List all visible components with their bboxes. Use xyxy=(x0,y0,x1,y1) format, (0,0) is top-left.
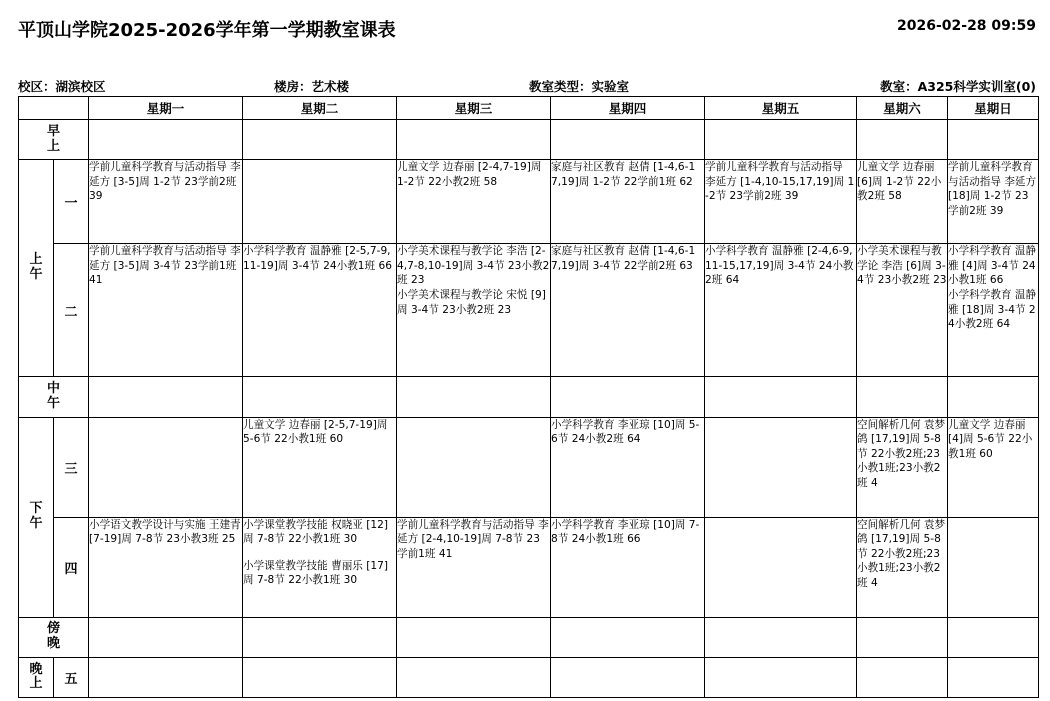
cell-s2-tue xyxy=(243,244,397,377)
cell-noon-tue xyxy=(243,377,397,417)
course-entry: 学前儿童科学教育与活动指导 李延方 [1-4,10-15,17,19]周 1-2节 23学前2班 39 xyxy=(705,161,855,203)
course-entry: 儿童文学 边春丽 [2-5,7-19]周 5-6节 22小教1班 60 xyxy=(243,418,388,446)
row-section-2 xyxy=(19,244,1039,377)
period-morning: 上午 xyxy=(19,160,54,377)
course-entry: 学前儿童科学教育与活动指导 李延方 [2-4,10-19]周 7-8节 23学前1班 41 xyxy=(397,518,549,560)
header-row xyxy=(19,97,1039,120)
course-entry: 学前儿童科学教育与活动指导 李延方 [3-5]周 3-4节 23学前1班 41 xyxy=(89,245,241,287)
course-entry: 小学美术课程与教学论 李浩 [2-4,7-8,10-19]周 3-4节 23小教2班 23 xyxy=(397,245,550,287)
cell-s2-sat xyxy=(857,244,948,377)
day-header-sun: 星期日 xyxy=(948,97,1039,120)
corner-cell xyxy=(19,97,89,120)
cell-s1-thu xyxy=(551,160,705,244)
section-1: 一 xyxy=(54,160,89,244)
cell-dusk-fri xyxy=(705,617,857,657)
cell-s4-fri xyxy=(705,517,857,617)
page-title: 平顶山学院2025-2026学年第一学期教室课表 xyxy=(18,20,396,41)
cell-early-mon xyxy=(89,120,243,160)
cell-dusk-wed xyxy=(397,617,551,657)
cell-s1-tue xyxy=(243,160,397,244)
day-header-thu: 星期四 xyxy=(551,97,705,120)
cell-s4-sat xyxy=(857,517,948,617)
course-entry: 小学语文教学设计与实施 王建青 [7-19]周 7-8节 23小教3班 25 xyxy=(89,518,241,546)
cell-noon-wed xyxy=(397,377,551,417)
period-dusk: 傍晚 xyxy=(19,617,89,657)
course-entry: 家庭与社区教育 赵倩 [1-4,6-17,19]周 3-4节 22学前2班 63 xyxy=(551,245,696,272)
course-entry: 小学科学教育 温静雅 [4]周 3-4节 24小教1班 66 xyxy=(948,245,1037,287)
cell-s4-thu xyxy=(551,517,705,617)
cell-dusk-sun xyxy=(948,617,1039,657)
cell-s4-mon xyxy=(89,517,243,617)
section-3: 三 xyxy=(54,417,89,517)
cell-early-sat xyxy=(857,120,948,160)
section-4: 四 xyxy=(54,517,89,617)
course-entry: 小学课堂教学技能 曹丽乐 [17]周 7-8节 22小教1班 30 xyxy=(243,559,389,587)
cell-s3-mon xyxy=(89,417,243,517)
cell-s5-mon xyxy=(89,657,243,697)
course-entry: 儿童文学 边春丽 [4]周 5-6节 22小教1班 60 xyxy=(948,418,1033,460)
cell-s5-sun xyxy=(948,657,1039,697)
cell-s2-sun xyxy=(948,244,1039,377)
campus-label: 校区：湖滨校区 xyxy=(18,79,106,94)
timetable xyxy=(18,96,1039,698)
course-entry: 儿童文学 边春丽 [2-4,7-19]周 1-2节 22小教2班 58 xyxy=(397,161,542,188)
period-noon: 中午 xyxy=(19,377,89,417)
cell-noon-mon xyxy=(89,377,243,417)
period-afternoon: 下午 xyxy=(19,417,54,617)
cell-early-fri xyxy=(705,120,857,160)
course-entry: 小学科学教育 温静雅 [18]周 3-4节 24小教2班 64 xyxy=(948,289,1037,331)
period-early-morning: 早上 xyxy=(19,120,89,160)
cell-s2-fri xyxy=(705,244,857,377)
day-header-tue: 星期二 xyxy=(243,97,397,120)
cell-dusk-tue xyxy=(243,617,397,657)
course-entry: 小学美术课程与教学论 李浩 [6]周 3-4节 23小教2班 23 xyxy=(857,245,947,287)
room-type-label: 教室类型：实验室 xyxy=(529,79,630,94)
cell-s5-thu xyxy=(551,657,705,697)
course-entry: 小学科学教育 温静雅 [2-5,7-9,11-19]周 3-4节 24小教1班 66 xyxy=(243,245,392,272)
course-entry: 空间解析几何 袁梦鸽 [17,19]周 5-8节 22小教2班;23小教1班;23小教2班 4 xyxy=(857,518,946,590)
cell-s5-sat xyxy=(857,657,948,697)
cell-s5-wed xyxy=(397,657,551,697)
cell-early-thu xyxy=(551,120,705,160)
course-entry: 儿童文学 边春丽 [6]周 1-2节 22小教2班 58 xyxy=(857,161,942,203)
room-label: 教室：A325科学实训室(0) xyxy=(880,79,1036,94)
cell-early-sun xyxy=(948,120,1039,160)
course-entry: 小学科学教育 温静雅 [2-4,6-9,11-15,17,19]周 3-4节 24小教2班 64 xyxy=(705,245,854,287)
cell-s4-tue xyxy=(243,517,397,617)
row-section-4 xyxy=(19,517,1039,617)
course-entry: 空间解析几何 袁梦鸽 [17,19]周 5-8节 22小教2班;23小教1班;23小教2班 4 xyxy=(857,418,946,489)
cell-s4-wed xyxy=(397,517,551,617)
cell-s2-mon xyxy=(89,244,243,377)
row-dusk xyxy=(19,617,1039,657)
cell-s1-mon xyxy=(89,160,243,244)
cell-s3-thu xyxy=(551,417,705,517)
course-entry: 小学美术课程与教学论 宋悦 [9]周 3-4节 23小教2班 23 xyxy=(397,289,546,316)
cell-s3-wed xyxy=(397,417,551,517)
cell-s2-thu xyxy=(551,244,705,377)
section-5: 五 xyxy=(54,657,89,697)
cell-s1-wed xyxy=(397,160,551,244)
cell-s3-tue xyxy=(243,417,397,517)
cell-dusk-sat xyxy=(857,617,948,657)
course-entry: 小学课堂教学技能 权晓亚 [12]周 7-8节 22小教1班 30 xyxy=(243,518,389,546)
cell-dusk-mon xyxy=(89,617,243,657)
day-header-fri: 星期五 xyxy=(705,97,857,120)
row-noon xyxy=(19,377,1039,417)
row-section-3 xyxy=(19,417,1039,517)
course-entry: 学前儿童科学教育与活动指导 李延方 [18]周 1-2节 23学前2班 39 xyxy=(948,161,1037,217)
cell-dusk-thu xyxy=(551,617,705,657)
row-section-5 xyxy=(19,657,1039,697)
course-entry: 学前儿童科学教育与活动指导 李延方 [3-5]周 1-2节 23学前2班 39 xyxy=(89,161,241,203)
cell-s1-fri xyxy=(705,160,857,244)
cell-s3-sat xyxy=(857,417,948,517)
cell-noon-thu xyxy=(551,377,705,417)
day-header-wed: 星期三 xyxy=(397,97,551,120)
cell-s4-sun xyxy=(948,517,1039,617)
cell-s1-sat xyxy=(857,160,948,244)
building-label: 楼房：艺术楼 xyxy=(274,79,350,94)
course-entry: 小学科学教育 李亚琼 [10]周 5-6节 24小教2班 64 xyxy=(551,418,700,446)
course-entry: 家庭与社区教育 赵倩 [1-4,6-17,19]周 1-2节 22学前1班 62 xyxy=(551,161,696,188)
day-header-mon: 星期一 xyxy=(89,97,243,120)
cell-s3-fri xyxy=(705,417,857,517)
cell-noon-fri xyxy=(705,377,857,417)
cell-early-wed xyxy=(397,120,551,160)
cell-s1-sun xyxy=(948,160,1039,244)
cell-s2-wed xyxy=(397,244,551,377)
print-timestamp: 2026-02-28 09:59 xyxy=(897,18,1036,34)
cell-s5-tue xyxy=(243,657,397,697)
cell-noon-sat xyxy=(857,377,948,417)
cell-early-tue xyxy=(243,120,397,160)
cell-s3-sun xyxy=(948,417,1039,517)
row-section-1 xyxy=(19,160,1039,244)
period-evening: 晚上 xyxy=(19,657,54,697)
row-early-morning xyxy=(19,120,1039,160)
course-entry: 小学科学教育 李亚琼 [10]周 7-8节 24小教1班 66 xyxy=(551,518,700,546)
section-2: 二 xyxy=(54,244,89,377)
cell-noon-sun xyxy=(948,377,1039,417)
day-header-sat: 星期六 xyxy=(857,97,948,120)
cell-s5-fri xyxy=(705,657,857,697)
